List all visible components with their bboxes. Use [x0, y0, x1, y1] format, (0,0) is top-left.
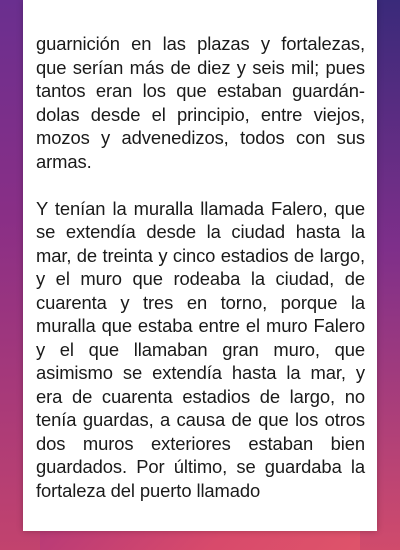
- paragraph-2: Y tenían la muralla llamada Falero, que se extendía desde la ciudad hasta la mar, de treinta y cinco estadios de largo, y el muro que rodeaba la ciudad, de cuarenta y tres en torno, porque la muralla que estaba entre el muro Falero y el que llamaban gran muro, que asimismo se extendía hasta la mar, y era de cuarenta estadios de largo, no tenía guardas, a causa de que los otros dos muros exteriores estaban bien guardados. Por último, se guardaba la fortaleza del puerto llamado: [36, 197, 365, 501]
- book-page: [23, 0, 377, 531]
- paragraph-1: guarnición en las plazas y fortalezas, que serían más de diez y seis mil; pues tantos eran los que estaban guardándolas desde el principio, entre viejos, mozos y advenedizos, todos con sus armas.: [36, 33, 365, 172]
